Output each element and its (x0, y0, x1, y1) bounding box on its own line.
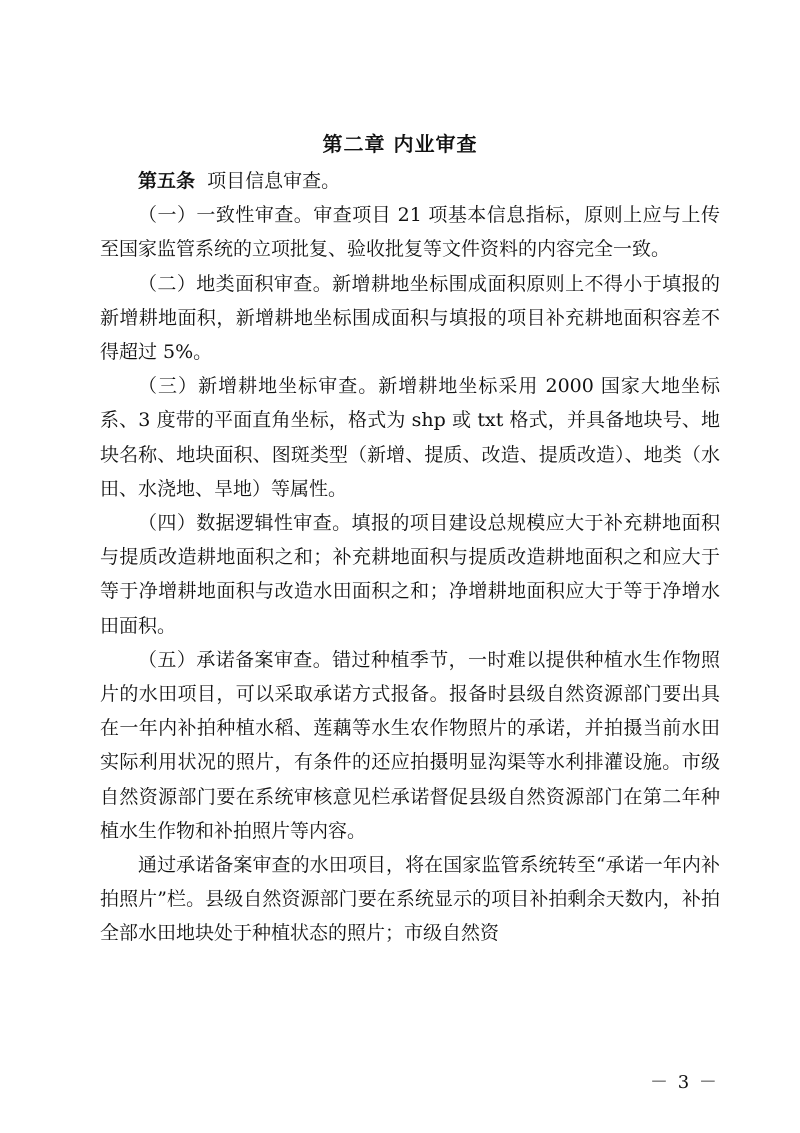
chapter-title: 第二章 内业审查 (322, 132, 478, 156)
article-number: 第五条 (138, 170, 196, 192)
article-heading (100, 164, 720, 198)
paragraph-commitment-filing-review: （五）承诺备案审查。错过种植季节，一时难以提供种植水生作物照片的水田项目，可以采取承诺方式报备。报备时县级自然资源部门要出具在一年内补拍种植水稻、莲藕等水生农作物照片的承诺，并拍摄当前水田实际利用状况的照片，有条件的还应拍摄明显沟渠等水利排灌设施。市级自然资源部门要在系统审核意见栏承诺督促县级自然资源部门在第二年种植水生作物和补拍照片等内容。 (100, 648, 720, 842)
paragraph-consistency-review: （一）一致性审查。审查项目 21 项基本信息指标，原则上应与上传至国家监管系统的立项批复、验收批复等文件资料的内容完全一致。 (100, 204, 720, 261)
article-title: 项目信息审查。 (207, 170, 341, 192)
paragraph-commitment-followup: 通过承诺备案审查的水田项目，将在国家监管系统转至“承诺一年内补拍照片”栏。县级自然资源部门要在系统显示的项目补拍剩余天数内，补拍全部水田地块处于种植状态的照片；市级自然资 (100, 854, 720, 945)
paragraph-data-logic-review: （四）数据逻辑性审查。填报的项目建设总规模应大于补充耕地面积与提质改造耕地面积之和；补充耕地面积与提质改造耕地面积之和应大于等于净增耕地面积与改造水田面积之和；净增耕地面积应大于等于净增水田面积。 (100, 512, 720, 637)
page-number: － 3 － (650, 1072, 719, 1093)
document-body (100, 164, 720, 951)
paragraph-coordinate-review: （三）新增耕地坐标审查。新增耕地坐标采用 2000 国家大地坐标系、3 度带的平面直角坐标，格式为 shp 或 txt 格式，并具备地块号、地块名称、地块面积、图斑类型（新增、提质、改造、提质改造）、地类（水田、水浇地、旱地）等属性。 (100, 375, 720, 500)
paragraph-land-area-review: （二）地类面积审查。新增耕地坐标围成面积原则上不得小于填报的新增耕地面积，新增耕地坐标围成面积与填报的项目补充耕地面积容差不得超过 5%。 (100, 272, 720, 364)
